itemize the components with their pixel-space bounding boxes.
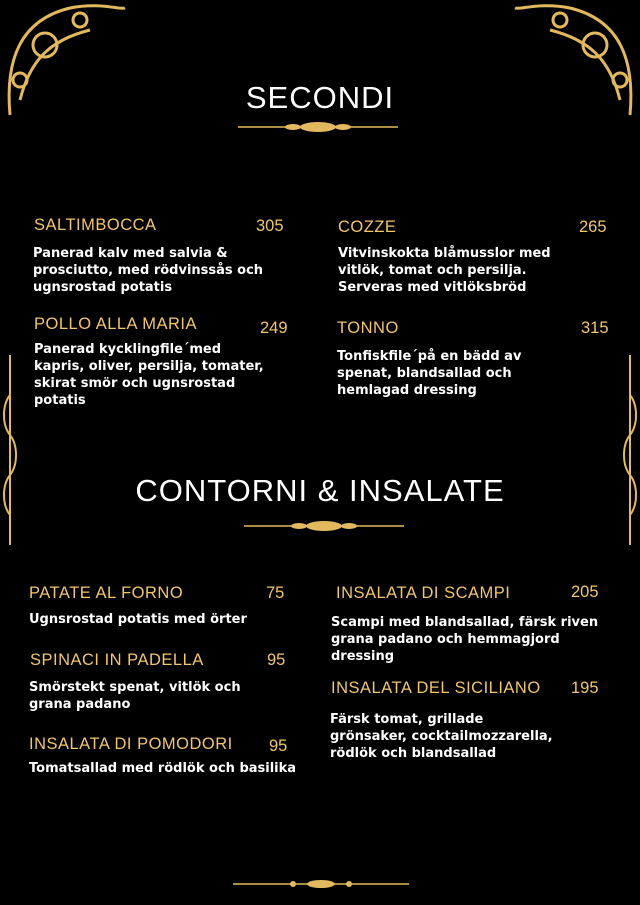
- menu-item-price: 95: [269, 737, 288, 755]
- menu-item-description: Ugnsrostad potatis med örter: [29, 612, 247, 627]
- menu-item-description: Vitvinskokta blåmusslor med vitlök, tomat och persilja. Serveras med vitlöksbröd: [338, 246, 551, 295]
- menu-item-name: PATATE AL FORNO: [29, 584, 184, 602]
- menu-item-name: SALTIMBOCCA: [34, 216, 157, 234]
- menu-item-description: Panerad kycklingfile´med kapris, oliver, persilja, tomater, skirat smör och ugnsrostad potatis: [34, 342, 264, 408]
- menu-item-name: TONNO: [337, 319, 399, 337]
- menu-item-price: 315: [581, 319, 609, 337]
- menu-item-price: 195: [571, 679, 599, 697]
- menu-item-price: 305: [256, 217, 284, 235]
- menu-item-price: 265: [579, 218, 607, 236]
- menu-item-name: COZZE: [338, 218, 397, 236]
- menu-item-name: SPINACI IN PADELLA: [30, 651, 204, 669]
- divider-ornament-icon: [238, 120, 398, 134]
- menu-item-description: Tomatsallad med rödlök och basilika: [29, 761, 297, 776]
- divider-ornament-icon: [244, 519, 404, 533]
- menu-item-description: Färsk tomat, grillade grönsaker, cocktailmozzarella, rödlök och blandsallad: [330, 712, 553, 761]
- menu-item-description: Panerad kalv med salvia & prosciutto, med rödvinssås och ugnsrostad potatis: [33, 246, 264, 295]
- side-ornament-right-icon: [622, 355, 638, 545]
- section-title-contorni-insalate: CONTORNI & INSALATE: [135, 473, 505, 508]
- menu-item-name: INSALATA DI POMODORI: [29, 735, 233, 753]
- section-title-secondi: SECONDI: [245, 80, 395, 115]
- menu-item-price: 95: [267, 651, 286, 669]
- menu-item-name: POLLO ALLA MARIA: [34, 315, 197, 333]
- menu-item-description: Smörstekt spenat, vitlök och grana padano: [29, 680, 241, 712]
- menu-item-description: Tonfiskfile´på en bädd av spenat, blandsallad och hemlagad dressing: [337, 349, 522, 398]
- menu-item-price: 205: [571, 583, 599, 601]
- menu-item-name: INSALATA DEL SICILIANO: [331, 679, 541, 697]
- menu-item-description: Scampi med blandsallad, färsk riven grana padano och hemmagjord dressing: [331, 615, 599, 664]
- bottom-divider-ornament-icon: [233, 878, 409, 890]
- menu-item-name: INSALATA DI SCAMPI: [336, 584, 511, 602]
- menu-item-price: 75: [266, 584, 285, 602]
- menu-item-price: 249: [260, 319, 288, 337]
- side-ornament-left-icon: [2, 355, 18, 545]
